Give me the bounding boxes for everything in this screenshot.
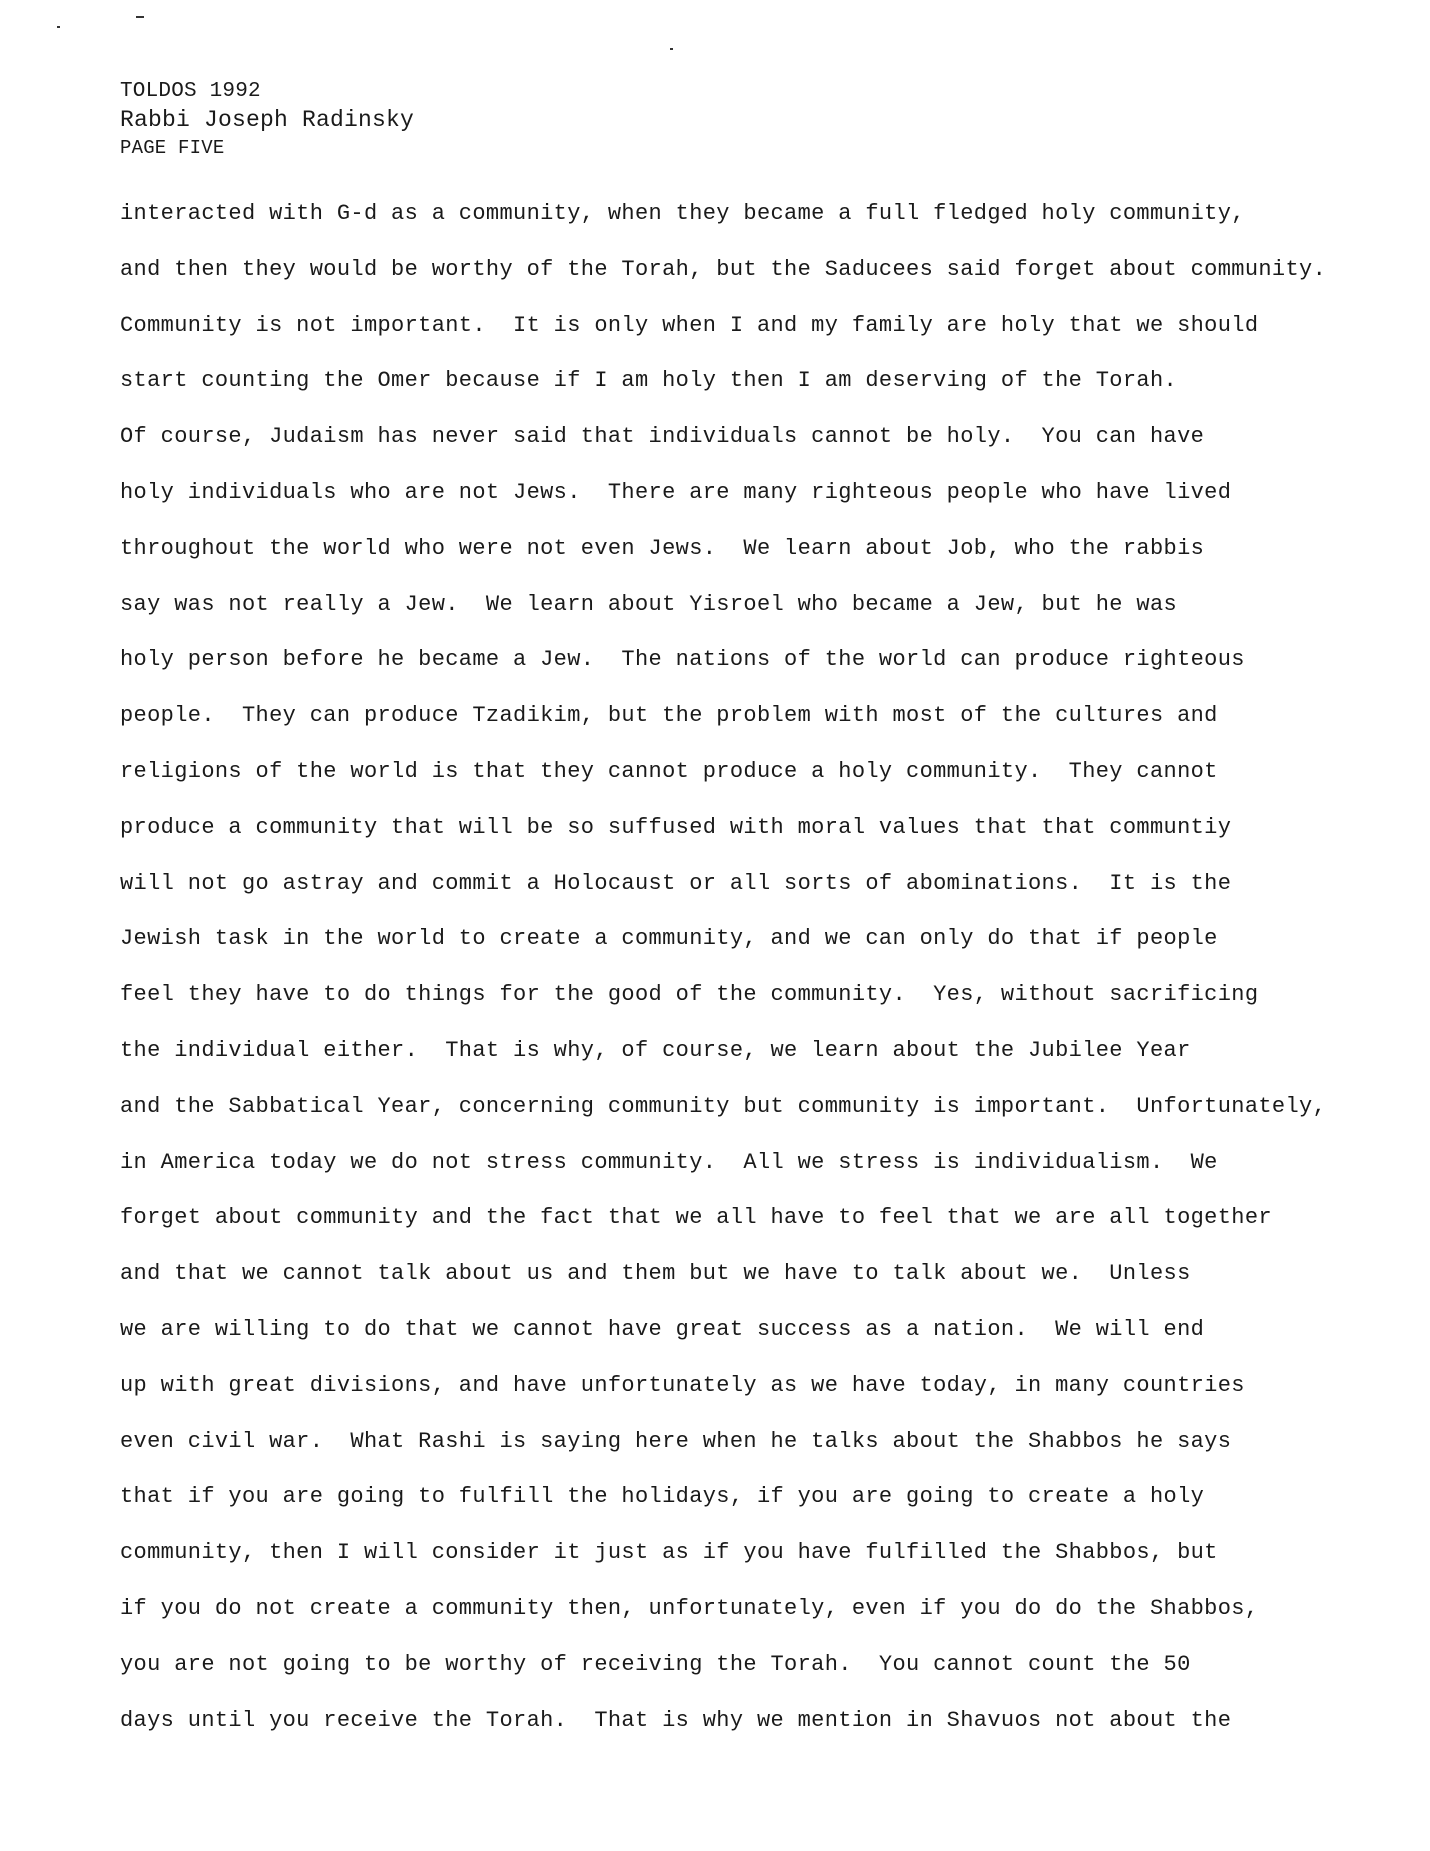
text-line: that if you are going to fulfill the holidays, if you are going to create a holy bbox=[120, 1484, 1205, 1510]
text-line: will not go astray and commit a Holocaust or all sorts of abominations. It is the bbox=[120, 870, 1232, 896]
scan-speck bbox=[670, 48, 673, 50]
text-line: we are willing to do that we cannot have great success as a nation. We will end bbox=[120, 1316, 1205, 1342]
text-line: say was not really a Jew. We learn about Yisroel who became a Jew, but he was bbox=[120, 591, 1178, 617]
text-line: interacted with G-d as a community, when they became a full fledged holy community, bbox=[120, 201, 1245, 226]
document-header bbox=[120, 78, 414, 162]
text-line: the individual either. That is why, of course, we learn about the Jubilee Year bbox=[120, 1037, 1191, 1063]
text-line: in America today we do not stress community. All we stress is individualism. We bbox=[120, 1149, 1218, 1175]
text-line: and that we cannot talk about us and them but we have to talk about we. Unless bbox=[120, 1261, 1191, 1287]
document-title: TOLDOS 1992 bbox=[120, 80, 261, 103]
text-line: feel they have to do things for the good of the community. Yes, without sacrificing bbox=[120, 982, 1259, 1008]
document-author: Rabbi Joseph Radinsky bbox=[120, 107, 415, 133]
text-line: start counting the Omer because if I am holy then I am deserving of the Torah. bbox=[120, 368, 1178, 394]
text-line: Of course, Judaism has never said that individuals cannot be holy. You can have bbox=[120, 424, 1205, 450]
text-line: and then they would be worthy of the Torah, but the Saducees said forget about community. bbox=[120, 256, 1327, 282]
body-text bbox=[120, 186, 1420, 1748]
text-line: community, then I will consider it just as if you have fulfilled the Shabbos, but bbox=[120, 1540, 1218, 1566]
text-line: people. They can produce Tzadikim, but the problem with most of the cultures and bbox=[120, 703, 1218, 729]
text-line: religions of the world is that they cannot produce a holy community. They cannot bbox=[120, 758, 1218, 784]
text-line: up with great divisions, and have unfortunately as we have today, in many countries bbox=[120, 1372, 1245, 1398]
scan-speck bbox=[57, 26, 60, 28]
text-line: if you do not create a community then, unfortunately, even if you do do the Shabbos, bbox=[120, 1595, 1259, 1621]
text-line: you are not going to be worthy of receiving the Torah. You cannot count the 50 bbox=[120, 1651, 1191, 1677]
text-line: and the Sabbatical Year, concerning community but community is important. Unfortunately, bbox=[120, 1093, 1327, 1119]
text-line: Jewish task in the world to create a community, and we can only do that if people bbox=[120, 926, 1218, 952]
page-label: PAGE FIVE bbox=[120, 137, 225, 159]
text-line: produce a community that will be so suffused with moral values that that communtiy bbox=[120, 814, 1232, 840]
text-line: even civil war. What Rashi is saying here when he talks about the Shabbos he says bbox=[120, 1428, 1232, 1454]
text-line: holy person before he became a Jew. The nations of the world can produce righteous bbox=[120, 647, 1245, 673]
text-line: throughout the world who were not even Jews. We learn about Job, who the rabbis bbox=[120, 535, 1205, 561]
text-line: days until you receive the Torah. That is why we mention in Shavuos not about the bbox=[120, 1707, 1232, 1733]
text-line: forget about community and the fact that we all have to feel that we are all together bbox=[120, 1205, 1272, 1231]
text-line: Community is not important. It is only when I and my family are holy that we should bbox=[120, 312, 1259, 338]
text-line: holy individuals who are not Jews. There are many righteous people who have lived bbox=[120, 479, 1232, 505]
scan-speck bbox=[136, 16, 144, 18]
